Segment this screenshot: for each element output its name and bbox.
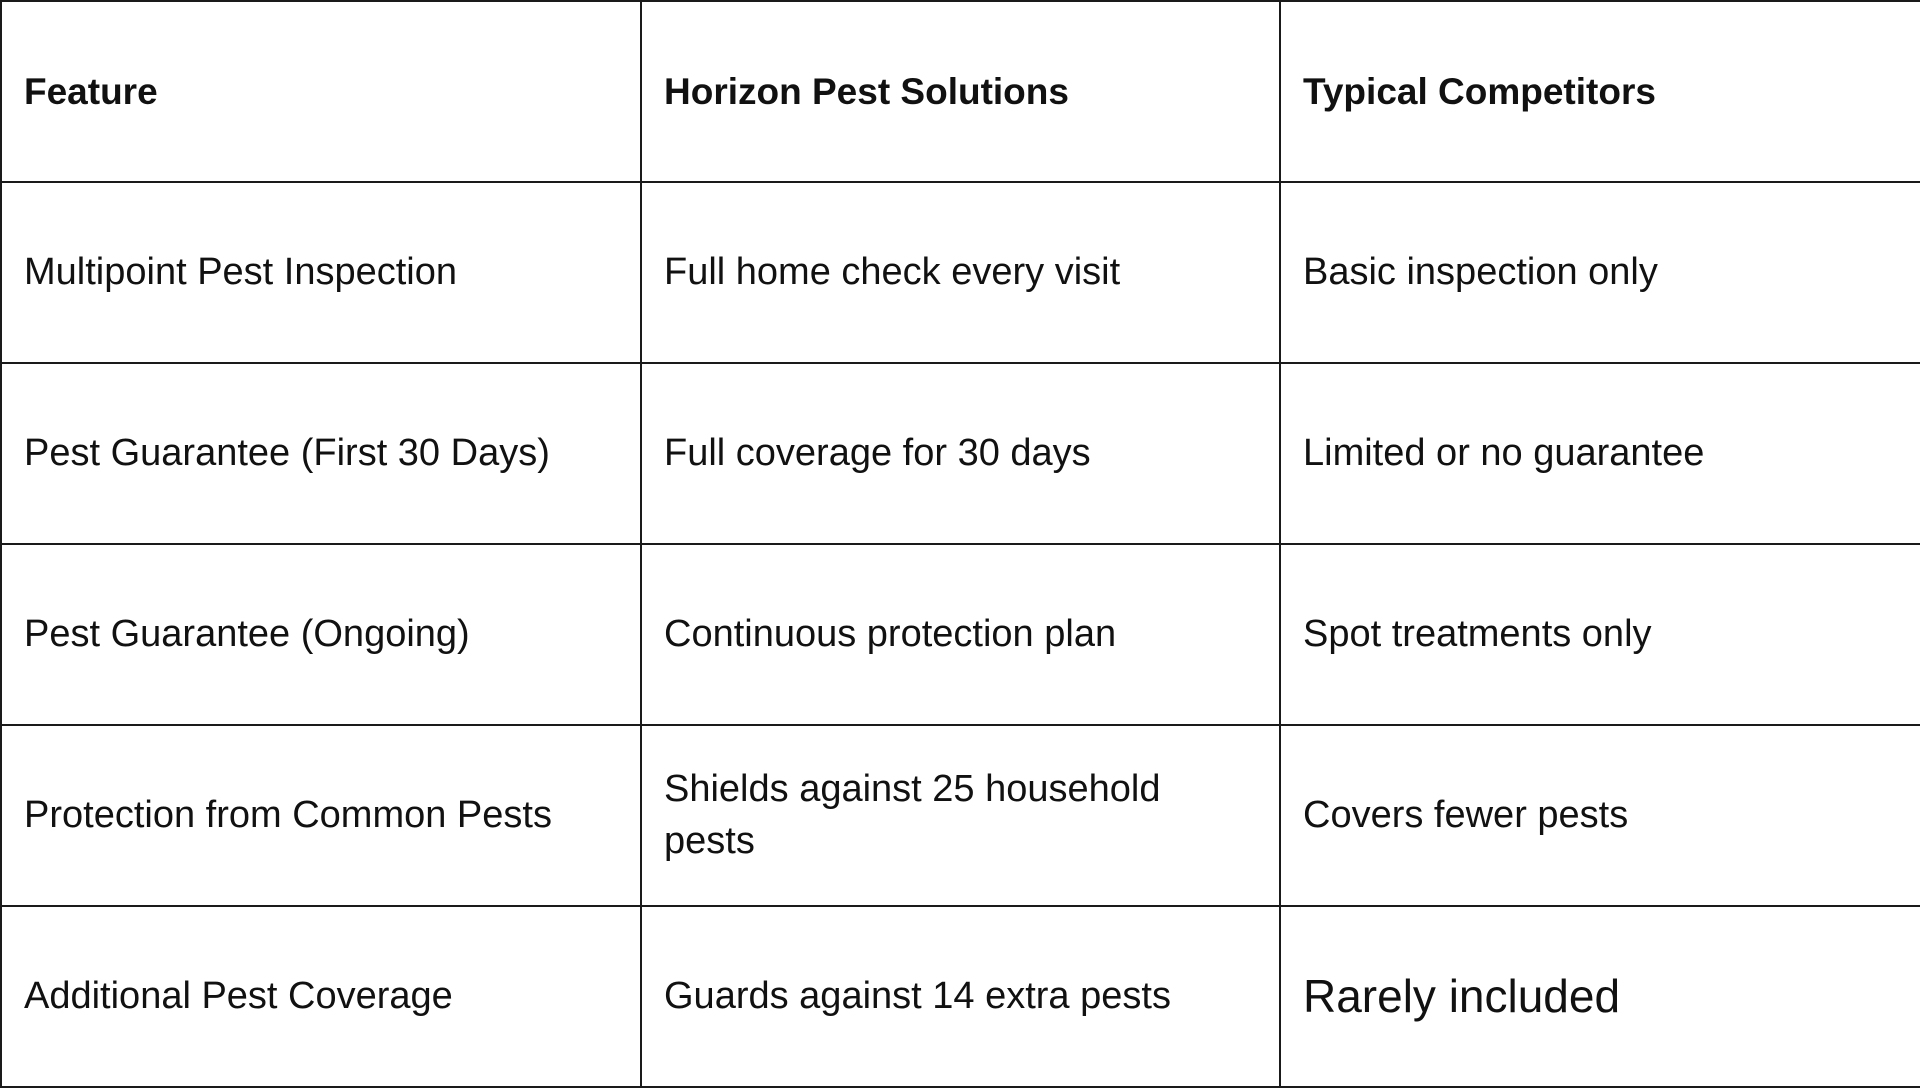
cell-competitors: Covers fewer pests <box>1280 725 1920 906</box>
cell-horizon: Guards against 14 extra pests <box>641 906 1280 1087</box>
header-feature: Feature <box>1 1 641 182</box>
cell-feature: Protection from Common Pests <box>1 725 641 906</box>
table-row <box>1 363 1920 544</box>
cell-horizon: Full home check every visit <box>641 182 1280 363</box>
cell-horizon: Shields against 25 household pests <box>641 725 1280 906</box>
cell-feature: Additional Pest Coverage <box>1 906 641 1087</box>
header-horizon: Horizon Pest Solutions <box>641 1 1280 182</box>
table-row <box>1 725 1920 906</box>
table-header-row <box>1 1 1920 182</box>
cell-competitors: Limited or no guarantee <box>1280 363 1920 544</box>
cell-feature: Pest Guarantee (First 30 Days) <box>1 363 641 544</box>
cell-competitors: Spot treatments only <box>1280 544 1920 725</box>
header-competitors: Typical Competitors <box>1280 1 1920 182</box>
cell-horizon: Continuous protection plan <box>641 544 1280 725</box>
table-row <box>1 906 1920 1087</box>
cell-competitors: Rarely included <box>1280 906 1920 1087</box>
cell-competitors: Basic inspection only <box>1280 182 1920 363</box>
cell-horizon: Full coverage for 30 days <box>641 363 1280 544</box>
cell-feature: Pest Guarantee (Ongoing) <box>1 544 641 725</box>
table-row <box>1 182 1920 363</box>
cell-feature: Multipoint Pest Inspection <box>1 182 641 363</box>
table-row <box>1 544 1920 725</box>
